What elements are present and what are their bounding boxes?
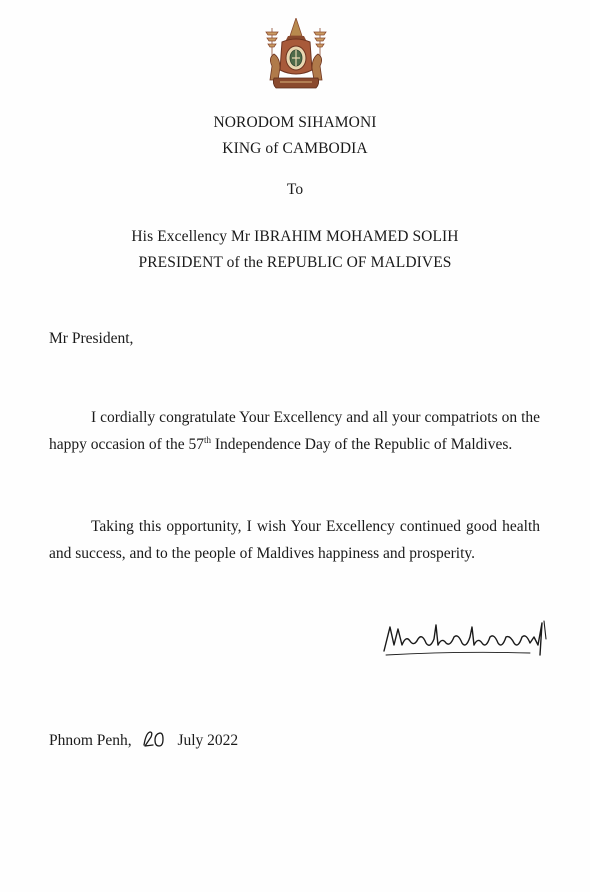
paragraph1-text-end: Independence Day of the Republic of Maldives. [210,435,513,453]
paragraph1-text: I cordially congratulate Your Excellency and all your compatriots on the happy occasion of the 57 [49,409,540,453]
month-year: July 2022 [177,732,239,749]
place: Phnom Penh, [49,732,132,749]
sender-name: NORODOM SIHAMONI [213,114,377,131]
paragraph-congratulations [49,405,540,458]
place-and-date [49,729,238,750]
handwritten-day [140,729,172,749]
day-value [177,729,178,730]
handwritten-signature [380,615,550,663]
sender-title: KING of CAMBODIA [222,140,368,157]
addressee-name: His Excellency Mr IBRAHIM MOHAMED SOLIH [131,228,459,245]
ordinal-suffix: th [203,434,211,445]
addressee-title: PRESIDENT of the REPUBLIC OF MALDIVES [138,254,452,271]
to-label: To [286,181,304,198]
salutation: Mr President, [49,330,134,347]
royal-coat-of-arms-icon [258,18,334,90]
paragraph-wishes: Taking this opportunity, I wish Your Excellency continued good health and success, and to the people of Maldives happiness and prosperity. [49,518,540,562]
